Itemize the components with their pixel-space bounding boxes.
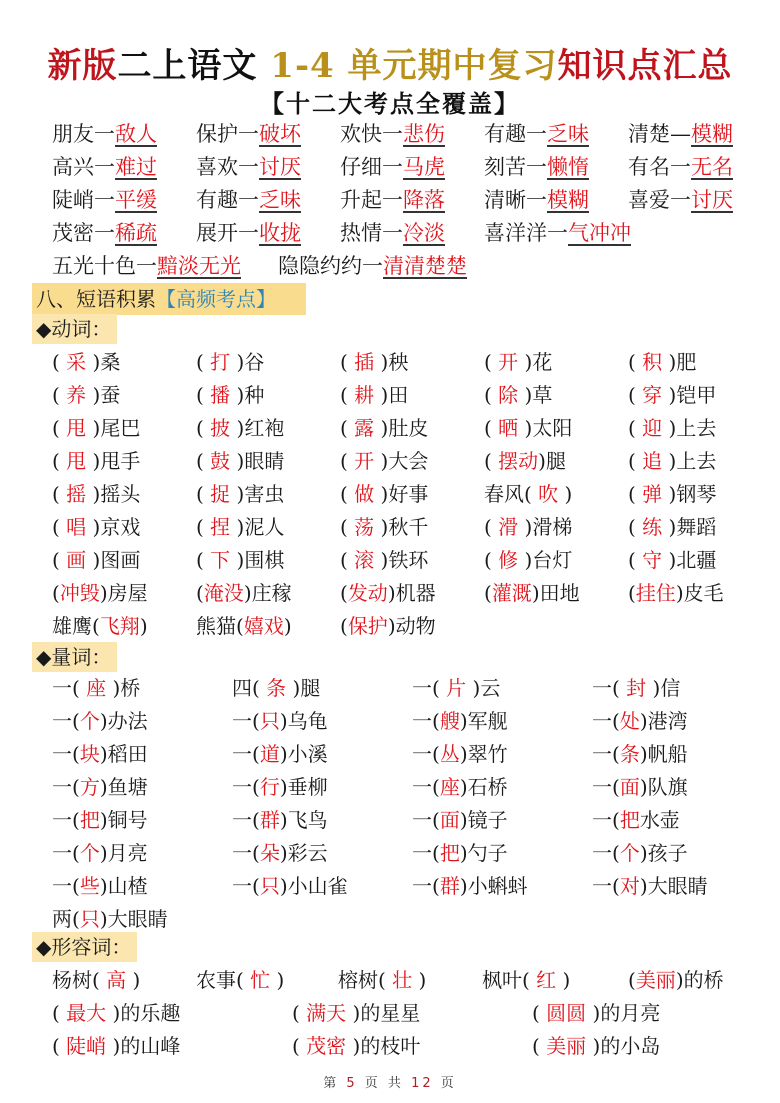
measure-phrase: 一( 座 )桥 xyxy=(52,676,141,700)
measure-phrase: 一(块)稻田 xyxy=(52,742,148,766)
verb-phrase: ( 穿 )铠甲 xyxy=(628,383,717,407)
antonym-list xyxy=(52,118,772,283)
section-highlight-tag: 【高频考点】 xyxy=(156,287,276,311)
adjective-phrase: 枫叶( 红 ) xyxy=(482,968,571,992)
verb-phrase: ( 下 )围棋 xyxy=(196,548,285,572)
antonym-item: 热情一冷淡 xyxy=(340,221,445,245)
adjective-phrase: ( 茂密 )的枝叶 xyxy=(292,1034,421,1058)
measure-phrase: 一(把水壶 xyxy=(592,808,680,832)
verb-phrase: ( 播 )种 xyxy=(196,383,265,407)
adjectives-heading: ◆形容词： xyxy=(32,932,137,962)
adjective-phrase: ( 美丽 )的小岛 xyxy=(532,1034,661,1058)
antonym-item: 升起一降落 xyxy=(340,188,445,212)
antonym-item: 喜欢一讨厌 xyxy=(196,155,301,179)
verb-phrase: 熊猫(嬉戏) xyxy=(196,614,292,638)
antonym-item: 隐隐约约一清清楚楚 xyxy=(278,254,467,278)
verbs-heading: ◆动词： xyxy=(32,314,117,344)
verb-phrase: ( 画 )图画 xyxy=(52,548,141,572)
verb-phrase: (发动)机器 xyxy=(340,581,436,605)
title-part-1: 新版 xyxy=(47,46,118,86)
measure-phrase: 一(只)小山雀 xyxy=(232,874,348,898)
measure-phrase: 一(朵)彩云 xyxy=(232,841,328,865)
verb-phrase: (灌溉)田地 xyxy=(484,581,580,605)
adjective-phrase: ( 陡峭 )的山峰 xyxy=(52,1034,181,1058)
verb-phrase: (冲毁)房屋 xyxy=(52,581,148,605)
measure-phrase: 一(道)小溪 xyxy=(232,742,328,766)
antonym-item: 有趣一乏味 xyxy=(196,188,301,212)
antonym-row xyxy=(52,250,772,283)
measure-phrase: 一(面)镜子 xyxy=(412,808,508,832)
antonym-row xyxy=(52,217,772,250)
antonym-row xyxy=(52,118,772,151)
antonym-item: 仔细一马虎 xyxy=(340,155,445,179)
measure-phrase: 一(座)石桥 xyxy=(412,775,508,799)
verb-phrase: ( 晒 )太阳 xyxy=(484,416,573,440)
measure-phrase: 四( 条 )腿 xyxy=(232,676,321,700)
verb-phrase: ( 弹 )钢琴 xyxy=(628,482,717,506)
measure-phrase: 一( 片 )云 xyxy=(412,676,501,700)
verb-phrase: ( 摆动)腿 xyxy=(484,449,566,473)
verb-phrase: ( 鼓 )眼睛 xyxy=(196,449,285,473)
verb-phrase: (淹没)庄稼 xyxy=(196,581,292,605)
page-subtitle: 【十二大考点全覆盖】 xyxy=(260,89,520,118)
antonym-item: 刻苦一懒惰 xyxy=(484,155,589,179)
adjective-phrase: ( 圆圆 )的月亮 xyxy=(532,1001,661,1025)
measure-phrase: 一(个)办法 xyxy=(52,709,148,733)
verb-phrase: ( 甩 )甩手 xyxy=(52,449,141,473)
measure-phrase: 一(些)山楂 xyxy=(52,874,148,898)
antonym-item: 五光十色一黯淡无光 xyxy=(52,254,241,278)
verb-phrase: 春风( 吹 ) xyxy=(484,482,573,506)
verb-phrase: ( 除 )草 xyxy=(484,383,553,407)
total-pages: 12 xyxy=(411,1076,434,1091)
verb-phrase: ( 滚 )铁环 xyxy=(340,548,429,572)
antonym-item: 清楚—模糊 xyxy=(628,122,733,146)
verb-phrase: ( 积 )肥 xyxy=(628,350,697,374)
title-part-3: 1-4 单元期中复习 xyxy=(270,46,558,86)
verb-phrase: ( 滑 )滑梯 xyxy=(484,515,573,539)
adjective-phrase: 农事( 忙 ) xyxy=(196,968,285,992)
measure-phrase: 一(把)铜号 xyxy=(52,808,148,832)
page-number: 第 5 页 共 12 页 xyxy=(323,1076,457,1091)
measure-phrase: 一(艘)军舰 xyxy=(412,709,508,733)
measure-phrase: 一(群)小蝌蚪 xyxy=(412,874,528,898)
antonym-item: 朋友一敌人 xyxy=(52,122,157,146)
verb-phrase: ( 追 )上去 xyxy=(628,449,717,473)
measure-phrase: 一(个)月亮 xyxy=(52,841,148,865)
verb-phrase: ( 捏 )泥人 xyxy=(196,515,285,539)
adjective-phrase: ( 最大 )的乐趣 xyxy=(52,1001,181,1025)
measure-phrase: 一(把)勺子 xyxy=(412,841,508,865)
adjective-phrase: 杨树( 高 ) xyxy=(52,968,141,992)
antonym-item: 陡峭一平缓 xyxy=(52,188,157,212)
verb-phrase: ( 荡 )秋千 xyxy=(340,515,429,539)
verb-phrase: ( 打 )谷 xyxy=(196,350,265,374)
verb-phrase: (挂住)皮毛 xyxy=(628,581,724,605)
verb-phrase: ( 做 )好事 xyxy=(340,482,429,506)
title-part-4: 知识点汇总 xyxy=(557,46,733,86)
measure-phrase: 一(个)孩子 xyxy=(592,841,688,865)
verb-phrase: ( 修 )台灯 xyxy=(484,548,573,572)
verb-phrase: ( 迎 )上去 xyxy=(628,416,717,440)
measure-phrase: 一(行)垂柳 xyxy=(232,775,328,799)
current-page: 5 xyxy=(346,1076,358,1091)
adjective-phrase: (美丽)的桥 xyxy=(628,968,724,992)
measure-phrase: 一(只)乌龟 xyxy=(232,709,328,733)
antonym-item: 保护一破坏 xyxy=(196,122,301,146)
antonym-item: 喜洋洋一气冲冲 xyxy=(484,221,631,245)
antonym-item: 展开一收拢 xyxy=(196,221,301,245)
verb-phrase: ( 耕 )田 xyxy=(340,383,409,407)
verb-phrase: (保护)动物 xyxy=(340,614,436,638)
measure-phrase: 一(面)队旗 xyxy=(592,775,688,799)
antonym-item: 有名一无名 xyxy=(628,155,733,179)
antonym-item: 有趣一乏味 xyxy=(484,122,589,146)
antonym-row xyxy=(52,151,772,184)
adjective-phrase: ( 满天 )的星星 xyxy=(292,1001,421,1025)
antonym-item: 喜爱一讨厌 xyxy=(628,188,733,212)
adjective-phrase: 榕树( 壮 ) xyxy=(338,968,427,992)
measure-phrase: 两(只)大眼睛 xyxy=(52,907,168,931)
verb-phrase: ( 开 )花 xyxy=(484,350,553,374)
page-title xyxy=(0,38,780,87)
section-label: 八、短语积累 xyxy=(36,287,156,311)
antonym-item: 茂密一稀疏 xyxy=(52,221,157,245)
antonym-item: 清晰一模糊 xyxy=(484,188,589,212)
verb-phrase: ( 插 )秧 xyxy=(340,350,409,374)
verb-phrase: ( 摇 )摇头 xyxy=(52,482,141,506)
antonym-row xyxy=(52,184,772,217)
verb-phrase: ( 甩 )尾巴 xyxy=(52,416,141,440)
measure-phrase: 一(丛)翠竹 xyxy=(412,742,508,766)
measure-phrase: 一(处)港湾 xyxy=(592,709,688,733)
antonym-item: 高兴一难过 xyxy=(52,155,157,179)
verb-phrase: ( 唱 )京戏 xyxy=(52,515,141,539)
verb-phrase: ( 采 )桑 xyxy=(52,350,121,374)
section-heading xyxy=(32,283,306,315)
measure-phrase: 一(对)大眼睛 xyxy=(592,874,708,898)
verb-phrase: ( 披 )红袍 xyxy=(196,416,285,440)
measure-phrase: 一(群)飞鸟 xyxy=(232,808,328,832)
measure-words-heading: ◆量词： xyxy=(32,642,117,672)
title-part-2: 二上语文 xyxy=(117,46,271,86)
verb-phrase: ( 养 )蚕 xyxy=(52,383,121,407)
verb-phrase: ( 捉 )害虫 xyxy=(196,482,285,506)
antonym-item: 欢快一悲伤 xyxy=(340,122,445,146)
measure-phrase: 一(方)鱼塘 xyxy=(52,775,148,799)
verb-phrase: 雄鹰(飞翔) xyxy=(52,614,148,638)
measure-phrase: 一( 封 )信 xyxy=(592,676,681,700)
verb-phrase: ( 露 )肚皮 xyxy=(340,416,429,440)
verb-phrase: ( 练 )舞蹈 xyxy=(628,515,717,539)
verb-phrase: ( 守 )北疆 xyxy=(628,548,717,572)
measure-phrase: 一(条)帆船 xyxy=(592,742,688,766)
verb-phrase: ( 开 )大会 xyxy=(340,449,429,473)
